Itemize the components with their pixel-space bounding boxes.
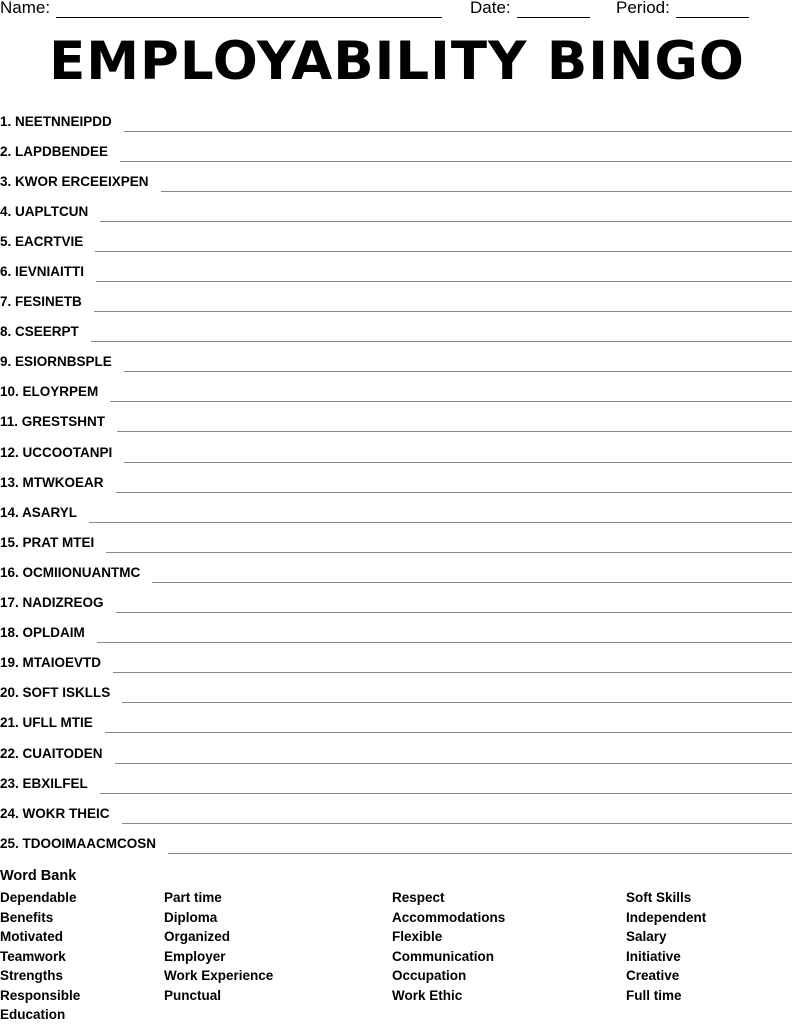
answer-blank[interactable] <box>117 417 792 432</box>
answer-blank[interactable] <box>122 809 792 824</box>
answer-blank[interactable] <box>120 147 792 162</box>
answer-blank[interactable] <box>96 267 792 282</box>
scramble-row <box>0 196 794 226</box>
scrambled-word: 12. UCCOOTANPI <box>0 444 113 460</box>
answer-blank[interactable] <box>95 237 792 252</box>
scrambled-word: 8. CSEERPT <box>0 324 79 340</box>
page-title: EMPLOYABILITY BINGO <box>49 31 745 92</box>
scramble-row <box>0 618 794 648</box>
answer-blank[interactable] <box>91 327 792 342</box>
scrambled-word: 6. IEVNIAITTI <box>0 264 85 280</box>
scrambled-word: 16. OCMIIONUANTMC <box>0 564 141 580</box>
scrambled-word: 10. ELOYRPEM <box>0 384 99 400</box>
word-bank-item: Communication <box>392 948 495 964</box>
scrambled-word: 22. CUAITODEN <box>0 745 103 761</box>
word-bank-item: Creative <box>626 968 680 983</box>
answer-blank[interactable] <box>110 387 792 402</box>
scrambled-word: 2. LAPDBENDEE <box>0 143 109 159</box>
answer-blank[interactable] <box>161 177 792 192</box>
word-bank <box>0 888 794 1023</box>
period-field <box>616 0 749 18</box>
scrambled-word: 19. MTAIOEVTD <box>0 655 102 671</box>
scrambled-word: 25. TDOOIMAACMCOSN <box>0 835 157 851</box>
scramble-row <box>0 377 794 407</box>
answer-blank[interactable] <box>152 568 792 583</box>
word-bank-item: Motivated <box>0 929 64 944</box>
scrambled-word: 23. EBXILFEL <box>0 775 88 791</box>
name-field <box>0 0 442 18</box>
date-blank[interactable] <box>517 1 590 18</box>
word-bank-item: Salary <box>626 929 667 944</box>
word-bank-item: Strengths <box>0 968 64 983</box>
scramble-row <box>0 347 794 377</box>
word-bank-item: Dependable <box>0 890 77 905</box>
scramble-row <box>0 287 794 317</box>
scrambled-word: 17. NADIZREOG <box>0 595 104 611</box>
answer-blank[interactable] <box>122 688 792 703</box>
answer-blank[interactable] <box>124 117 792 132</box>
word-bank-item: Benefits <box>0 909 54 925</box>
answer-blank[interactable] <box>168 839 792 854</box>
scrambled-word: 11. GRESTSHNT <box>0 414 106 430</box>
scramble-row <box>0 798 794 828</box>
answer-blank[interactable] <box>113 658 792 673</box>
answer-blank[interactable] <box>97 628 792 643</box>
word-bank-item: Responsible <box>0 987 81 1003</box>
scramble-row <box>0 708 794 738</box>
word-bank-column <box>0 888 80 1025</box>
answer-blank[interactable] <box>106 538 792 553</box>
answer-blank[interactable] <box>105 718 792 733</box>
answer-blank[interactable] <box>124 448 792 463</box>
scramble-row <box>0 678 794 708</box>
scramble-row <box>0 407 794 437</box>
name-blank[interactable] <box>56 1 442 18</box>
word-bank-column <box>626 888 706 1005</box>
word-bank-column <box>392 888 505 1005</box>
scramble-list <box>0 106 794 858</box>
scramble-row <box>0 166 794 196</box>
date-label: Date: <box>470 0 511 17</box>
scrambled-word: 24. WOKR THEIC <box>0 805 110 821</box>
period-label: Period: <box>616 0 670 17</box>
date-field <box>470 0 590 18</box>
word-bank-item: Accommodations <box>392 909 506 925</box>
scramble-row <box>0 317 794 347</box>
answer-blank[interactable] <box>89 508 792 523</box>
word-bank-item: Independent <box>626 909 707 925</box>
student-info-header <box>0 0 794 22</box>
word-bank-item: Full time <box>626 987 682 1003</box>
period-blank[interactable] <box>676 1 749 18</box>
word-bank-item: Education <box>0 1007 66 1022</box>
scrambled-word: 9. ESIORNBSPLE <box>0 354 112 370</box>
scramble-row <box>0 256 794 286</box>
word-bank-item: Employer <box>164 948 226 964</box>
answer-blank[interactable] <box>116 478 792 493</box>
scramble-row <box>0 738 794 768</box>
scramble-row <box>0 226 794 256</box>
scramble-row <box>0 828 794 858</box>
scrambled-word: 5. EACRTVIE <box>0 233 84 249</box>
scrambled-word: 1. NEETNNEIPDD <box>0 113 112 129</box>
word-bank-item: Respect <box>392 890 445 905</box>
word-bank-item: Flexible <box>392 929 443 944</box>
word-bank-item: Diploma <box>164 909 218 925</box>
scrambled-word: 15. PRAT MTEI <box>0 534 95 550</box>
word-bank-item: Work Ethic <box>392 987 463 1003</box>
scrambled-word: 4. UAPLTCUN <box>0 203 89 219</box>
scramble-row <box>0 648 794 678</box>
scrambled-word: 7. FESINETB <box>0 294 82 310</box>
scramble-row <box>0 467 794 497</box>
scramble-row <box>0 557 794 587</box>
scrambled-word: 14. ASARYL <box>0 504 78 520</box>
scramble-row <box>0 106 794 136</box>
word-bank-item: Organized <box>164 929 231 944</box>
word-bank-item: Work Experience <box>164 968 274 983</box>
word-bank-column <box>164 888 273 1005</box>
answer-blank[interactable] <box>124 357 792 372</box>
scrambled-word: 21. UFLL MTIE <box>0 715 93 731</box>
scramble-row <box>0 588 794 618</box>
word-bank-item: Teamwork <box>0 948 66 964</box>
scramble-row <box>0 136 794 166</box>
answer-blank[interactable] <box>100 779 792 794</box>
scrambled-word: 20. SOFT ISKLLS <box>0 685 111 701</box>
answer-blank[interactable] <box>115 749 792 764</box>
name-label: Name: <box>0 0 51 17</box>
word-bank-item: Punctual <box>164 987 222 1003</box>
word-bank-item: Initiative <box>626 948 681 964</box>
scrambled-word: 13. MTWKOEAR <box>0 474 104 490</box>
scramble-row <box>0 497 794 527</box>
word-bank-item: Occupation <box>392 968 467 983</box>
scrambled-word: 18. OPLDAIM <box>0 625 85 641</box>
scrambled-word: 3. KWOR ERCEEIXPEN <box>0 173 149 189</box>
word-bank-title: Word Bank <box>0 868 77 884</box>
answer-blank[interactable] <box>100 207 792 222</box>
answer-blank[interactable] <box>94 297 792 312</box>
word-bank-item: Part time <box>164 890 222 905</box>
scramble-row <box>0 768 794 798</box>
answer-blank[interactable] <box>116 598 792 613</box>
word-bank-item: Soft Skills <box>626 890 692 905</box>
scramble-row <box>0 527 794 557</box>
scramble-row <box>0 437 794 467</box>
